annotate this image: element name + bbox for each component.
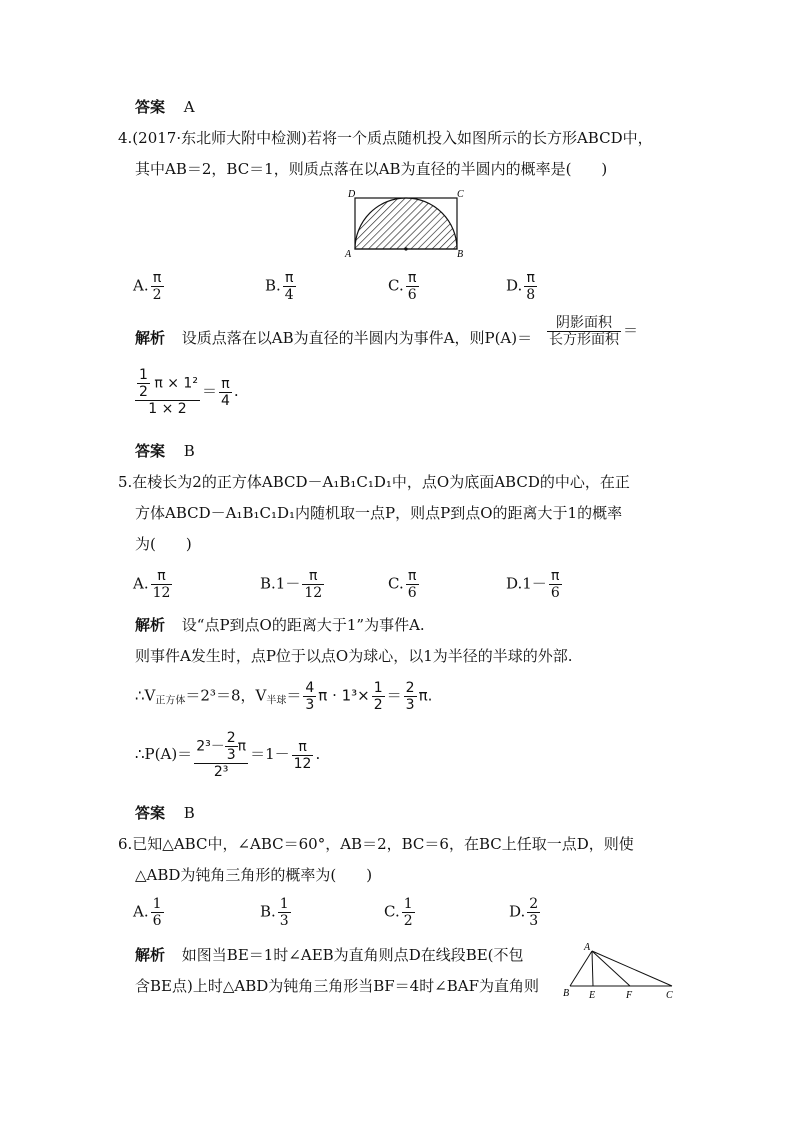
q5-analysis-line2: 则事件A发生时，点P位于以点O为球心，以1为半径的半球的外部. (135, 647, 573, 665)
q6-triangle-figure (560, 940, 680, 1002)
q5-stem-line2: 方体ABCD－A₁B₁C₁D₁内随机取一点P，则点P到点O的距离大于1的概率 (135, 504, 623, 522)
q5-option-a[interactable]: A. $\frac{\pi}{12}$ (133, 568, 171, 601)
q6-stem-line1: 6.已知△ABC中，∠ABC＝60°，AB＝2，BC＝6，在BC上任取一点D，则使 (118, 835, 634, 853)
q5-stem-line1: 5.在棱长为2的正方体ABCD－A₁B₁C₁D₁中，点O为底面ABCD的中心，在正 (118, 473, 630, 491)
q5-volume-line: $\therefore V_{正方体}=2^3=8$，$V_{半球}=$ $\frac{4}{3}$ π · 1³× $\frac{1}{2}$ ＝ $\frac{2}{3}$ π. (135, 680, 433, 713)
q5-answer: 答案 B (135, 804, 195, 822)
q5-option-b[interactable]: B.1－ $\frac{\pi}{12}$ (260, 568, 323, 601)
q4-option-c[interactable]: C. $\frac{\pi}{6}$ (388, 270, 417, 303)
label-c: C (666, 990, 673, 1001)
q5-probability-line: ∴P(A)＝ 2³－ $\frac{2}{3}$ π 2³ ＝1－ $\frac{\pi}{12}$ . (135, 730, 321, 780)
q6-option-d[interactable]: D. $\frac{2}{3}$ (509, 896, 539, 929)
q5-analysis-line1: 解析 设“点P到点O的距离大于1”为事件A. (135, 616, 425, 634)
answer-label: 答案 (135, 98, 166, 116)
q5-option-c[interactable]: C. $\frac{\pi}{6}$ (388, 568, 417, 601)
shaded-semicircle (355, 198, 457, 249)
q4-option-b[interactable]: B. $\frac{\pi}{4}$ (265, 270, 294, 303)
q6-option-b[interactable]: B. $\frac{1}{3}$ (260, 896, 289, 929)
answer-value: A (183, 98, 195, 116)
q6-analysis-line2: 含BE点)上时△ABD为钝角三角形当BF＝4时∠BAF为直角则 (135, 977, 540, 995)
label-c: C (457, 189, 464, 200)
q6-option-a[interactable]: A. $\frac{1}{6}$ (133, 896, 162, 929)
q4-ratio-fraction: $\frac{\text{阴影面积}}{\text{长方形面积}}$ ＝ (549, 315, 639, 348)
q4-figure (340, 185, 470, 260)
q4-calc: $\frac{1}{2}$ π × 1² 1 × 2 ＝ $\frac{\pi}{4}$ . (133, 367, 239, 417)
label-b: B (457, 249, 464, 260)
label-b: B (563, 988, 570, 999)
q3-answer (135, 97, 195, 117)
analysis-label: 解析 (135, 329, 166, 347)
q4-option-a[interactable]: A. $\frac{\pi}{2}$ (133, 270, 162, 303)
q6-option-c[interactable]: C. $\frac{1}{2}$ (384, 896, 413, 929)
q5-option-d[interactable]: D.1－ $\frac{\pi}{6}$ (506, 568, 560, 601)
q6-analysis-line1: 解析 如图当BE＝1时∠AEB为直角则点D在线段BE(不包 (135, 946, 524, 964)
q4-stem-line1: 4.(2017·东北师大附中检测)若将一个质点随机投入如图所示的长方形ABCD中， (118, 129, 653, 147)
q4-answer: 答案 B (135, 442, 195, 460)
label-d: D (348, 189, 356, 200)
label-f: F (626, 990, 633, 1001)
q4-stem-line2: 其中AB＝2，BC＝1，则质点落在以AB为直径的半圆内的概率是( ) (135, 160, 608, 178)
q4-analysis-line1: 解析 设质点落在以AB为直径的半圆内为事件A，则P(A)＝ (135, 329, 533, 347)
label-e: E (589, 990, 596, 1001)
q4-option-d[interactable]: D. $\frac{\pi}{8}$ (506, 270, 536, 303)
label-a: A (345, 249, 352, 260)
q6-stem-line2: △ABD为钝角三角形的概率为( ) (135, 866, 373, 884)
q5-stem-line3: 为( ) (135, 535, 192, 553)
label-a: A (584, 942, 591, 953)
